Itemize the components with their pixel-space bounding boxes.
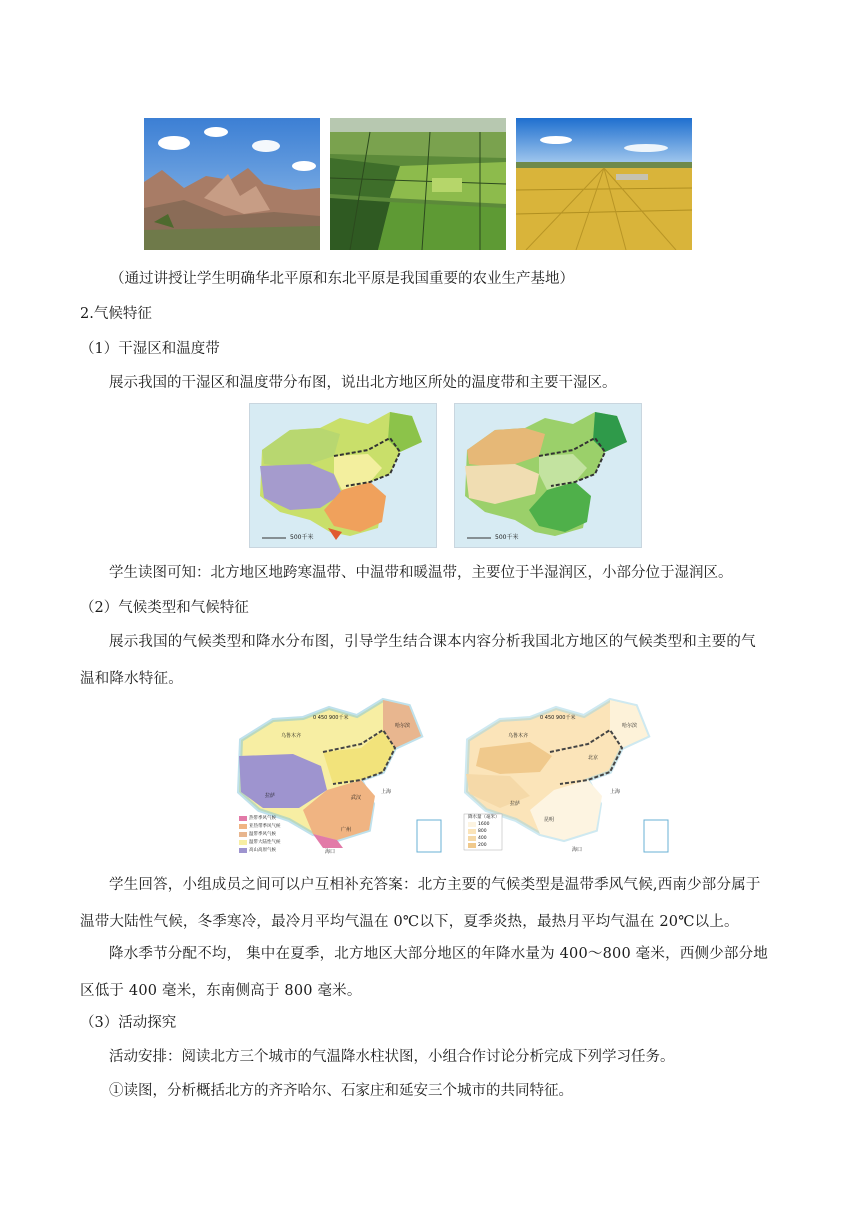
map1-scale: 500千米	[290, 534, 314, 541]
dry-wet-answer: 学生读图可知：北方地区地跨寒温带、中温带和暖温带，主要位于半湿润区，小部分位于湿润区。	[109, 565, 733, 581]
legend-item: 亚热带季风气候	[249, 824, 281, 829]
map4-city-urumqi: 乌鲁木齐	[508, 733, 529, 739]
map3-city-wuhan: 武汉	[351, 795, 362, 801]
legend-item: 400	[478, 836, 487, 841]
climate-type-map	[233, 696, 445, 856]
photos-caption: （通过讲授让学生明确华北平原和东北平原是我国重要的农业生产基地）	[110, 271, 574, 287]
map3-legend	[249, 815, 281, 855]
dry-wet-zone-map	[249, 403, 437, 548]
map4-city-lhasa: 拉萨	[510, 801, 521, 807]
legend-item: 800	[478, 829, 487, 834]
map3-city-shanghai: 上海	[381, 789, 392, 795]
legend-item: 1600	[478, 822, 490, 827]
map4-city-shanghai: 上海	[610, 789, 621, 795]
climate-type-heading: （2）气候类型和气候特征	[80, 600, 249, 616]
map3-city-lhasa: 拉萨	[265, 793, 276, 799]
climate-type-intro-line2: 温和降水特征。	[80, 671, 183, 687]
climate-answer-line2: 温带大陆性气候，冬季寒冷，最冷月平均气温在 0℃以下，夏季炎热，最热月平均气温在 20℃以上。	[80, 914, 739, 930]
map3-city-urumqi: 乌鲁木齐	[281, 733, 302, 739]
map4-city-haikou: 海口	[572, 847, 583, 853]
map4-city-kunming: 昆明	[544, 817, 555, 823]
rainfall-line1: 降水季节分配不均， 集中在夏季，北方地区大部分地区的年降水量为 400～800 毫米，西侧少部分地	[109, 946, 768, 962]
rainfall-line2: 区低于 400 毫米，东南侧高于 800 毫米。	[80, 983, 362, 999]
climate-type-intro	[80, 624, 780, 698]
climate-heading: 2.气候特征	[80, 306, 152, 322]
loess-plateau-photo	[144, 118, 320, 250]
activity-task-1: ①读图，分析概括北方的齐齐哈尔、石家庄和延安三个城市的共同特征。	[109, 1083, 573, 1099]
legend-title: 降水量（毫米）	[468, 815, 500, 820]
climate-answer	[80, 867, 780, 941]
legend-item: 热带季风气候	[249, 816, 276, 821]
temperature-zone-map	[454, 403, 642, 548]
climate-answer-line1: 学生回答，小组成员之间可以户互相补充答案：北方主要的气候类型是温带季风气候,西南少部分属于	[109, 877, 761, 893]
rice-field-photo	[516, 118, 692, 250]
precipitation-map	[460, 696, 672, 856]
activity-arrangement: 活动安排：阅读北方三个城市的气温降水柱状图，小组合作讨论分析完成下列学习任务。	[109, 1049, 675, 1065]
map2-scale: 500千米	[495, 534, 519, 541]
legend-item: 200	[478, 843, 487, 848]
legend-item: 温带大陆性气候	[249, 840, 281, 845]
rainfall-paragraph	[80, 936, 780, 1010]
map4-scale: 0 450 900千米	[540, 715, 576, 721]
legend-item: 温带季风气候	[249, 832, 276, 837]
map3-scale: 0 450 900千米	[313, 715, 349, 721]
climate-type-intro-line1: 展示我国的气候类型和降水分布图，引导学生结合课本内容分析我国北方地区的气候类型和主要的气	[109, 634, 756, 650]
dry-wet-heading: （1）干湿区和温度带	[80, 341, 220, 357]
dry-wet-intro: 展示我国的干湿区和温度带分布图，说出北方地区所处的温度带和主要干湿区。	[109, 375, 617, 391]
map3-city-harbin: 哈尔滨	[395, 723, 411, 729]
legend-item: 高山高原气候	[249, 848, 276, 853]
map4-city-harbin: 哈尔滨	[622, 723, 638, 729]
activity-heading: （3）活动探究	[80, 1015, 177, 1031]
plain-farmland-photo	[330, 118, 506, 250]
map4-city-beijing: 北京	[588, 755, 599, 761]
map4-legend	[468, 814, 500, 849]
map3-city-guangzhou: 广州	[341, 827, 352, 833]
map3-city-haikou: 海口	[325, 849, 336, 855]
